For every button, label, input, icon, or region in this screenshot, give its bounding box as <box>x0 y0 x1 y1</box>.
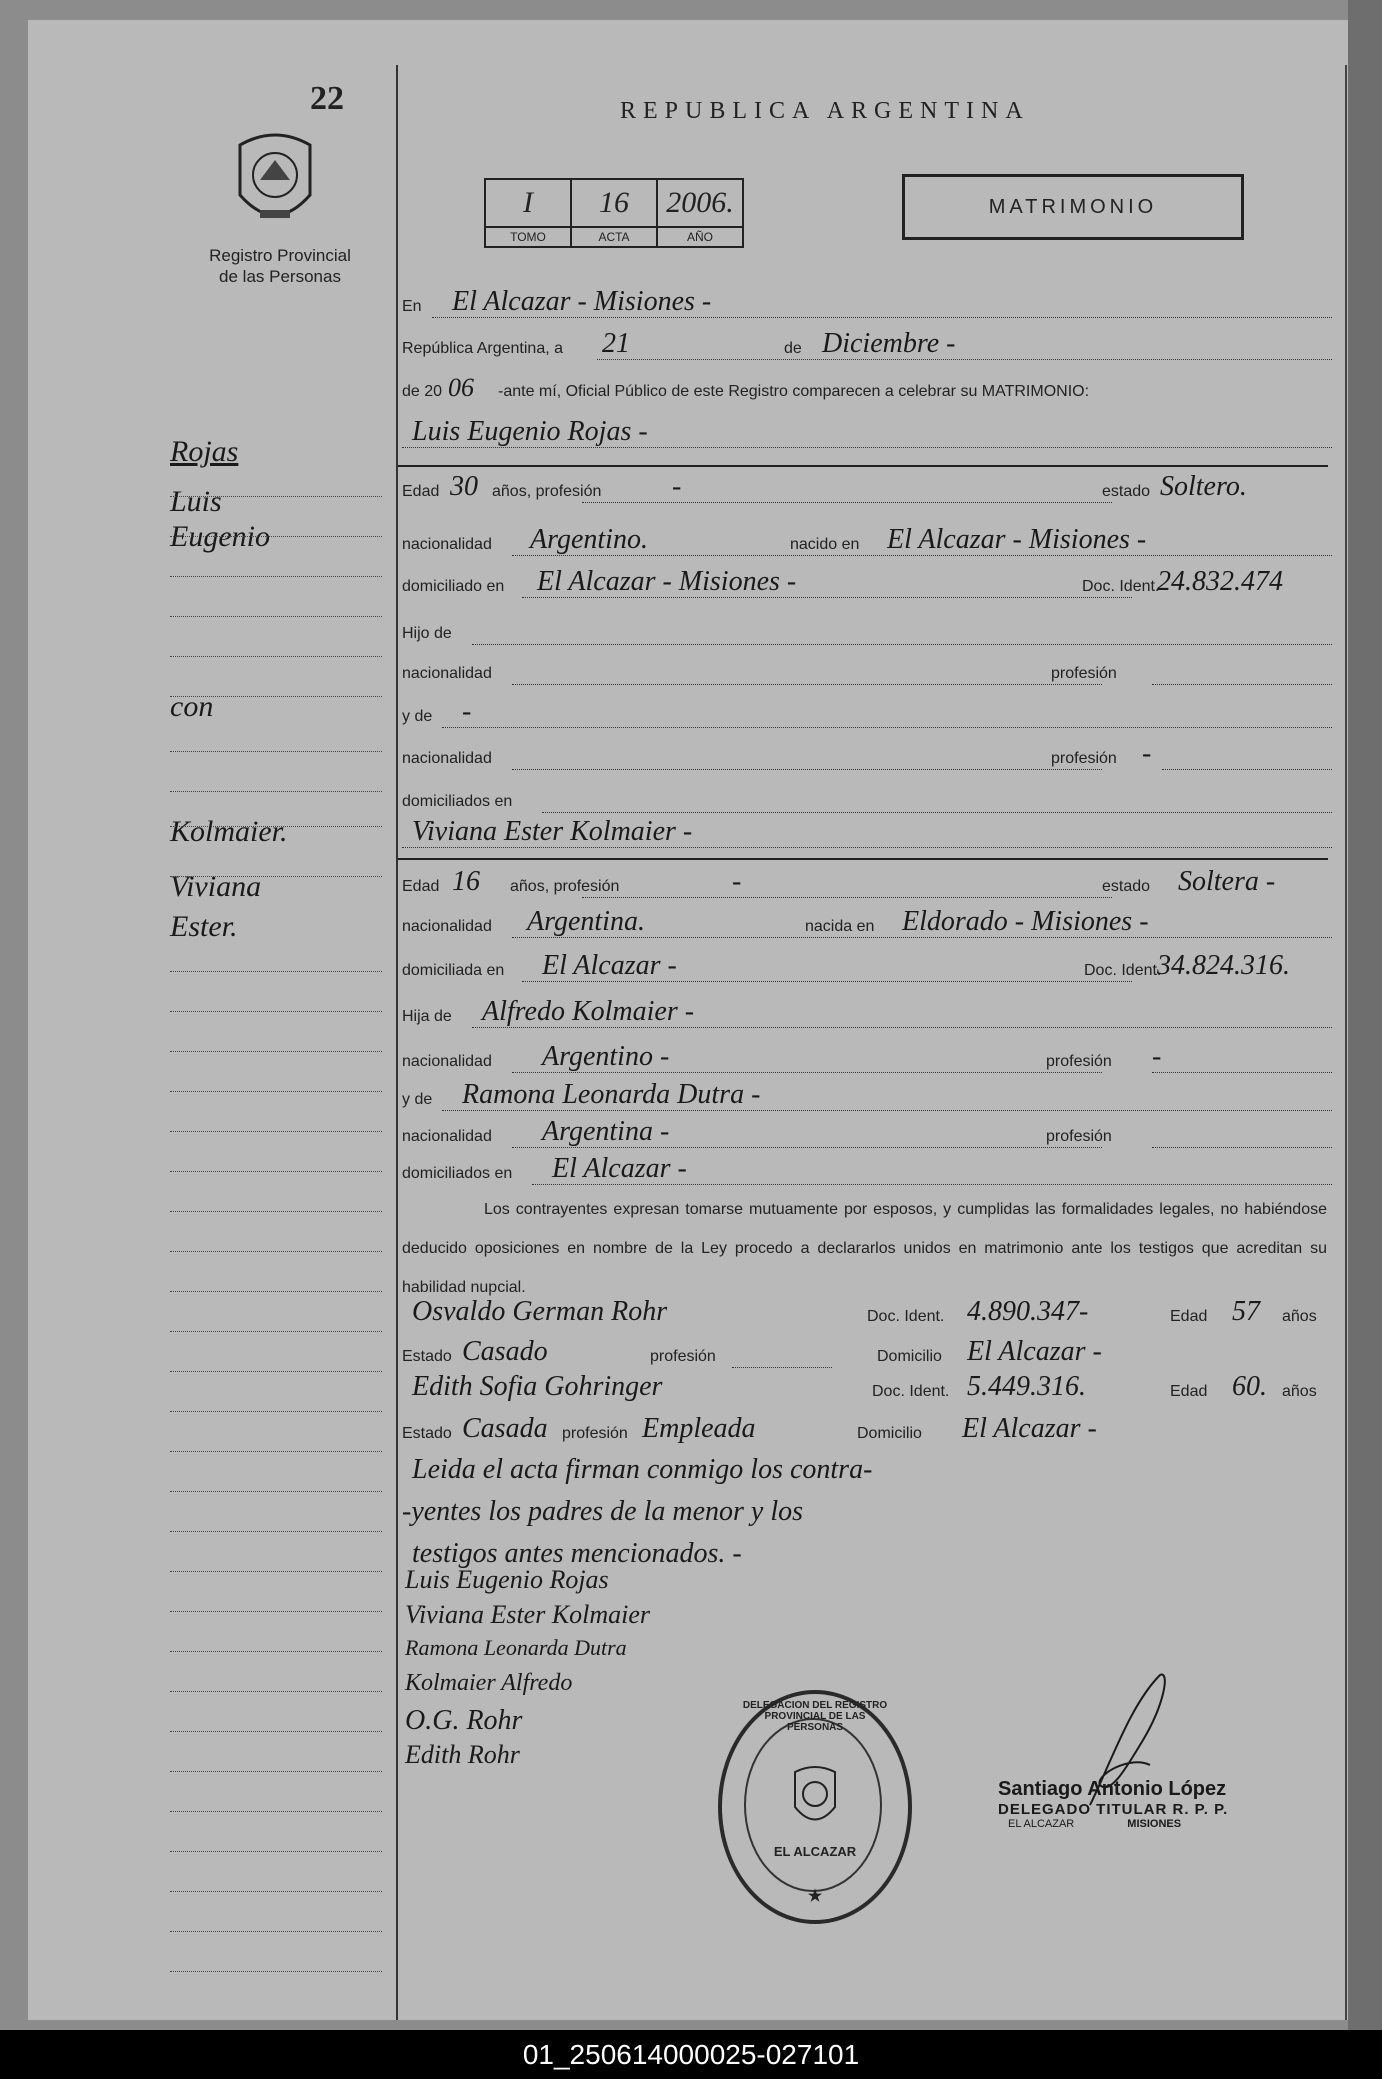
groom-doc-label: Doc. Ident. <box>1082 578 1160 595</box>
country-title: REPUBLICA ARGENTINA <box>620 98 1030 124</box>
record-reference-table <box>484 178 744 248</box>
stamp-emblem-icon <box>790 1762 840 1832</box>
signature-mother: Ramona Leonarda Dutra <box>405 1635 627 1660</box>
bride-profesion: - <box>732 866 742 897</box>
de-label: de <box>780 340 806 358</box>
month-value: Diciembre - <box>822 328 956 359</box>
groom-estado: Soltero. <box>1160 471 1247 502</box>
margin-line <box>170 1625 382 1652</box>
groom-full-name: Luis Eugenio Rojas - <box>412 416 648 447</box>
groom-dom-label: domiciliado en <box>402 578 505 595</box>
witness2-edad: 60. <box>1232 1371 1267 1402</box>
witness2-doc: 5.449.316. <box>967 1371 1086 1402</box>
margin-line <box>170 1425 382 1452</box>
margin-line <box>170 550 382 577</box>
margin-bride-name1: Viviana <box>170 870 262 903</box>
page-number: 22 <box>310 80 344 117</box>
groom-estado-label: estado <box>1102 483 1151 500</box>
witness2-dom-label: Domicilio <box>857 1425 922 1442</box>
margin-line <box>170 1745 382 1772</box>
margin-line <box>170 1945 382 1972</box>
bride-name-row <box>402 816 1332 850</box>
margin-line <box>170 590 382 617</box>
bride-estado-label: estado <box>1102 878 1151 895</box>
bride-profesion-label: años, profesión <box>510 878 620 895</box>
bride-domicilio: El Alcazar - <box>542 950 677 981</box>
bride-prof2-label: profesión <box>1042 1053 1116 1071</box>
official-name: Santiago Antonio López <box>998 1778 1227 1800</box>
appearance-statement: -ante mí, Oficial Público de este Registro comparecen a celebrar su MATRIMONIO: <box>498 383 1090 400</box>
republic-label: República Argentina, a <box>402 340 563 357</box>
ano-value: 2006. <box>657 179 743 227</box>
bride-yde-label: y de <box>402 1091 433 1108</box>
bride-edad: 16 <box>452 866 480 897</box>
bride-mother-nat-row <box>402 1116 1332 1150</box>
official-place <box>998 1818 1228 1830</box>
groom-mother: - <box>462 696 472 727</box>
bride-father-nationality: Argentino - <box>542 1041 670 1072</box>
margin-line <box>170 945 382 972</box>
bride-parents-dom-row <box>402 1153 1332 1187</box>
bride-edad-label: Edad <box>402 878 440 895</box>
witness1-prof-label: profesión <box>650 1348 716 1365</box>
witness1-name: Osvaldo German Rohr <box>412 1296 668 1327</box>
registry-line-2: de las Personas <box>219 267 341 286</box>
margin-line <box>170 1785 382 1812</box>
groom-edad: 30 <box>450 471 478 502</box>
groom-edad-label: Edad <box>402 483 440 500</box>
witness2-estado-label: Estado <box>402 1425 452 1442</box>
groom-mother-row <box>402 696 1332 730</box>
place-value: El Alcazar - Misiones - <box>452 286 712 317</box>
margin-line <box>170 470 382 497</box>
stamp-outer-text: DELEGACION DEL REGISTRO PROVINCIAL DE LAS PERSONAS <box>742 1700 888 1733</box>
groom-mother-nat-row <box>402 738 1332 772</box>
bride-doc: 34.824.316. <box>1157 950 1290 981</box>
margin-line <box>170 630 382 657</box>
witness1-estado-label: Estado <box>402 1348 452 1365</box>
registry-name <box>180 245 380 287</box>
groom-nacido-label: nacido en <box>787 536 862 554</box>
official-place-name: EL ALCAZAR <box>1008 1818 1075 1830</box>
margin-line <box>170 1465 382 1492</box>
margin-line <box>170 800 382 827</box>
bride-doms-label: domiciliados en <box>402 1165 513 1182</box>
bride-prof3-label: profesión <box>1042 1128 1116 1146</box>
witness1-detail-row <box>402 1336 1332 1370</box>
closing-line-1 <box>402 1454 1332 1488</box>
groom-hijo-label: Hijo de <box>402 625 452 642</box>
groom-nac-label: nacionalidad <box>402 536 492 553</box>
en-label: En <box>402 298 422 315</box>
margin-line <box>170 510 382 537</box>
document-type-box: MATRIMONIO <box>902 174 1244 240</box>
tomo-label: TOMO <box>485 227 571 247</box>
bride-mother-nationality: Argentina - <box>542 1116 670 1147</box>
day-value: 21 <box>602 328 630 359</box>
bride-nac-label: nacionalidad <box>402 918 492 935</box>
margin-line <box>170 1545 382 1572</box>
registry-stamp <box>718 1690 912 1924</box>
bride-father-profession: - <box>1152 1041 1162 1072</box>
groom-prof2-label: profesión <box>1047 665 1121 683</box>
witness1-row <box>402 1296 1332 1330</box>
signature-witness2: Edith Rohr <box>405 1740 520 1769</box>
groom-domicilio: El Alcazar - Misiones - <box>537 566 797 597</box>
bride-father-nat-row <box>402 1041 1332 1075</box>
bride-nacida-label: nacida en <box>802 918 877 936</box>
witness1-estado: Casado <box>462 1336 548 1367</box>
margin-bride-name2: Ester. <box>170 910 238 943</box>
stamp-star-icon: ★ <box>807 1888 823 1905</box>
witness1-anos-label: años <box>1282 1308 1317 1325</box>
bride-full-name: Viviana Ester Kolmaier - <box>412 816 693 847</box>
bride-nationality-row <box>402 906 1332 940</box>
margin-line <box>170 1665 382 1692</box>
bride-mother-row <box>402 1079 1332 1113</box>
groom-nacionalidad: Argentino. <box>530 524 648 555</box>
witness1-doc-label: Doc. Ident. <box>867 1308 945 1325</box>
stamp-inner-text: EL ALCAZAR <box>773 1844 857 1859</box>
witness2-estado: Casada <box>462 1413 548 1444</box>
witness2-anos-label: años <box>1282 1383 1317 1400</box>
witness2-row <box>402 1371 1332 1405</box>
registry-line-1: Registro Provincial <box>209 246 351 265</box>
groom-age-row <box>402 471 1332 505</box>
margin-line <box>170 1505 382 1532</box>
margin-groom-name1: Luis <box>170 485 222 518</box>
margin-line <box>170 1225 382 1252</box>
margin-line <box>170 1025 382 1052</box>
bride-nacida: Eldorado - Misiones - <box>902 906 1149 937</box>
margin-line <box>170 1385 382 1412</box>
book-edge <box>1348 0 1382 2030</box>
year-suffix: 06 <box>448 373 474 402</box>
year-prefix: de 20 <box>402 383 443 400</box>
signature-bride: Viviana Ester Kolmaier <box>405 1600 651 1629</box>
groom-prof3: - <box>1142 738 1152 769</box>
tomo-value: I <box>485 179 571 227</box>
margin-line <box>170 1145 382 1172</box>
signature-witness1: O.G. Rohr <box>405 1705 523 1736</box>
witness2-doc-label: Doc. Ident. <box>872 1383 950 1400</box>
closing-text-1: Leida el acta firman conmigo los contra- <box>412 1454 873 1485</box>
bride-separator <box>398 858 1328 860</box>
declaration-text: Los contrayentes expresan tomarse mutuamente por esposos, y cumplidas las formalidades legales, no habiéndose deducido oposiciones en nombre de la Ley procedo a declararlos unidos en matrimonio ante los testigos que acreditan su habilidad nupcial. <box>402 1201 1327 1296</box>
bride-nac3-label: nacionalidad <box>402 1128 492 1145</box>
bride-age-row <box>402 866 1332 900</box>
groom-father-row <box>402 617 1332 647</box>
ano-label: AÑO <box>657 227 743 247</box>
bride-doc-label: Doc. Ident. <box>1084 962 1162 979</box>
witness2-name: Edith Sofia Gohringer <box>412 1371 663 1402</box>
witness2-prof-label: profesión <box>562 1425 628 1442</box>
margin-line <box>170 1585 382 1612</box>
bride-domicile-row <box>402 950 1332 984</box>
margin-line <box>170 1065 382 1092</box>
official-block <box>998 1778 1228 1830</box>
signature-father: Kolmaier Alfredo <box>405 1670 573 1696</box>
margin-line <box>170 670 382 697</box>
margin-line <box>170 1345 382 1372</box>
groom-domicile-row <box>402 566 1332 600</box>
margin-bride-surname: Kolmaier. <box>170 815 288 848</box>
margin-groom-name2: Eugenio <box>170 520 270 553</box>
witness1-edad-label: Edad <box>1170 1308 1208 1325</box>
margin-line <box>170 1105 382 1132</box>
groom-separator <box>398 465 1328 467</box>
bride-father-row <box>402 996 1332 1030</box>
groom-doms-label: domiciliados en <box>402 793 513 810</box>
closing-text-3: testigos antes mencionados. - <box>412 1538 742 1569</box>
groom-doc: 24.832.474 <box>1157 566 1283 597</box>
place-row <box>402 286 1332 320</box>
groom-nationality-row <box>402 524 1332 558</box>
witness1-domicilio: El Alcazar - <box>967 1336 1102 1367</box>
acta-label: ACTA <box>571 227 657 247</box>
margin-line <box>170 1305 382 1332</box>
groom-profesion-label: años, profesión <box>492 483 602 500</box>
margin-line <box>170 850 382 877</box>
margin-line <box>170 985 382 1012</box>
witness2-domicilio: El Alcazar - <box>962 1413 1097 1444</box>
witness1-doc: 4.890.347- <box>967 1296 1089 1327</box>
acta-value: 16 <box>571 179 657 227</box>
closing-text-2: -yentes los padres de la menor y los <box>402 1496 803 1527</box>
bride-father: Alfredo Kolmaier - <box>482 996 695 1027</box>
margin-line <box>170 1185 382 1212</box>
official-province: MISIONES <box>1127 1818 1182 1830</box>
margin-line <box>170 1825 382 1852</box>
groom-prof3-label: profesión <box>1047 750 1121 768</box>
scan-id-footer: 01_250614000025-027101 <box>0 2030 1382 2079</box>
margin-line <box>170 1865 382 1892</box>
bride-parents-domicile: El Alcazar - <box>552 1153 687 1184</box>
margin-divider <box>396 65 398 2020</box>
margin-line <box>170 1265 382 1292</box>
groom-father-nat-row <box>402 657 1332 687</box>
witness2-edad-label: Edad <box>1170 1383 1208 1400</box>
right-border <box>1345 65 1347 2020</box>
groom-nacido: El Alcazar - Misiones - <box>887 524 1147 555</box>
bride-nacionalidad: Argentina. <box>527 906 645 937</box>
groom-yde-label: y de <box>402 708 433 725</box>
bride-dom-label: domiciliada en <box>402 962 505 979</box>
groom-name-row <box>402 416 1332 450</box>
margin-line <box>170 725 382 752</box>
official-title: DELEGADO TITULAR R. P. P. <box>998 1801 1229 1818</box>
bride-estado: Soltera - <box>1178 866 1276 897</box>
witness1-edad: 57 <box>1232 1296 1260 1327</box>
bride-hija-label: Hija de <box>402 1008 452 1025</box>
groom-parents-dom-row <box>402 785 1332 815</box>
margin-line <box>170 1705 382 1732</box>
closing-line-2 <box>402 1496 1332 1530</box>
bride-mother: Ramona Leonarda Dutra - <box>462 1079 761 1110</box>
margin-groom-surname: Rojas <box>170 435 239 468</box>
witness2-profesion: Empleada <box>642 1413 756 1444</box>
witness2-detail-row <box>402 1413 1332 1447</box>
margin-line <box>170 765 382 792</box>
groom-profesion: - <box>672 471 682 502</box>
date-row <box>402 328 1332 362</box>
margin-line <box>170 1905 382 1932</box>
witness1-dom-label: Domicilio <box>877 1348 942 1365</box>
province-seal-icon <box>230 125 320 235</box>
margin-con: con <box>170 690 214 723</box>
groom-nac2-label: nacionalidad <box>402 665 492 682</box>
signature-groom: Luis Eugenio Rojas <box>405 1565 609 1594</box>
year-row <box>402 375 1332 405</box>
bride-nac2-label: nacionalidad <box>402 1053 492 1070</box>
groom-nac3-label: nacionalidad <box>402 750 492 767</box>
